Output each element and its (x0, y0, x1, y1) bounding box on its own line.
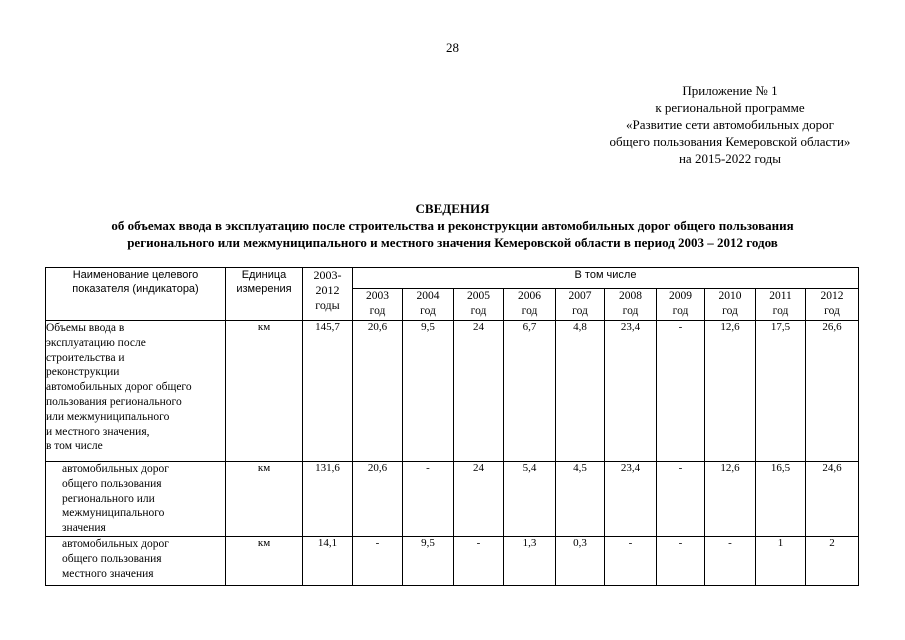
table-body (46, 321, 859, 586)
indicator-name-line: автомобильных дорог (62, 537, 169, 550)
year-value-cell: 17,5 (756, 321, 806, 462)
title-heading: СВЕДЕНИЯ (415, 201, 490, 216)
table-row (46, 462, 859, 537)
year-value-cell: - (403, 462, 454, 537)
year-value-cell: 1,3 (504, 536, 556, 585)
year-value-cell: 12,6 (705, 462, 756, 537)
year-number: 2009 (669, 290, 692, 302)
year-suffix: год (672, 305, 689, 317)
year-value-cell: 24 (454, 462, 504, 537)
year-value-cell: 1 (756, 536, 806, 585)
year-value-cell: - (657, 536, 705, 585)
table-row (46, 321, 859, 462)
indicator-name-line: реконструкции (46, 366, 120, 379)
year-value-cell: - (657, 321, 705, 462)
indicator-name-line: автомобильных дорог общего (46, 381, 192, 394)
year-value-cell: 23,4 (605, 462, 657, 537)
year-number: 2011 (769, 290, 792, 302)
header-year-2003 (353, 289, 403, 321)
year-value-cell: 5,4 (504, 462, 556, 537)
year-value-cell: 4,5 (556, 462, 605, 537)
indicator-name-line: общего пользования (62, 477, 162, 490)
year-value-cell: 26,6 (806, 321, 859, 462)
year-number: 2005 (467, 290, 490, 302)
indicator-name-line: эксплуатацию после (46, 336, 146, 349)
year-number: 2006 (518, 290, 541, 302)
year-value-cell: - (454, 536, 504, 585)
indicator-name-line: строительства и (46, 351, 125, 364)
document-title (0, 200, 905, 251)
year-value-cell: 0,3 (556, 536, 605, 585)
year-suffix: год (470, 305, 487, 317)
year-number: 2007 (568, 290, 592, 302)
year-value-cell: 4,8 (556, 321, 605, 462)
indicator-name-line: и местного значения, (46, 425, 150, 438)
year-suffix: год (824, 305, 840, 317)
indicator-name-line: пользования регионального (46, 395, 182, 408)
table-row (46, 536, 859, 585)
header-total-period: 2003-2012 годы (303, 268, 353, 321)
appendix-line: Приложение № 1 (682, 83, 778, 98)
page-number: 28 (446, 40, 459, 55)
appendix-note (585, 82, 875, 167)
year-value-cell: 20,6 (353, 462, 403, 537)
year-number: 2012 (820, 290, 844, 302)
year-value-cell: 6,7 (504, 321, 556, 462)
total-value-cell: 14,1 (303, 536, 353, 585)
appendix-line: «Развитие сети автомобильных дорог (626, 117, 834, 132)
year-value-cell: 16,5 (756, 462, 806, 537)
year-value-cell: 24 (454, 321, 504, 462)
year-suffix: год (722, 305, 738, 317)
year-suffix: год (572, 305, 588, 317)
year-value-cell: 2 (806, 536, 859, 585)
total-value-cell: 145,7 (303, 321, 353, 462)
header-year-2012 (806, 289, 859, 321)
year-suffix: год (369, 305, 386, 317)
total-value-cell: 131,6 (303, 462, 353, 537)
indicator-name-line: Объемы ввода в (46, 322, 125, 334)
year-value-cell: 20,6 (353, 321, 403, 462)
year-number: 2004 (416, 290, 440, 302)
header-year-2005 (454, 289, 504, 321)
year-suffix: год (622, 305, 639, 317)
year-value-cell: 24,6 (806, 462, 859, 537)
indicator-name-cell (46, 462, 226, 537)
header-year-2011 (756, 289, 806, 321)
header-including: В том числе (353, 268, 859, 289)
header-year-2010 (705, 289, 756, 321)
indicator-name-line: значения (62, 522, 106, 535)
indicator-name-line: в том числе (46, 440, 103, 453)
appendix-line: к региональной программе (655, 100, 805, 115)
year-number: 2010 (718, 290, 742, 302)
title-line: регионального или межмуниципального и местного значения Кемеровской области в период 2003 – 2012 годов (127, 235, 778, 250)
year-suffix: год (521, 305, 538, 317)
data-table (45, 267, 859, 586)
year-value-cell: 12,6 (705, 321, 756, 462)
unit-cell: км (226, 536, 303, 585)
indicator-name-line: общего пользования (62, 552, 162, 565)
year-value-cell: - (605, 536, 657, 585)
indicator-name-line: межмуниципального (62, 507, 165, 520)
year-value-cell: - (353, 536, 403, 585)
year-number: 2003 (366, 290, 389, 302)
header-year-2008 (605, 289, 657, 321)
header-indicator-name: Наименование целевого показателя (индикатора) (46, 268, 226, 321)
indicator-name-cell (46, 536, 226, 585)
header-year-2004 (403, 289, 454, 321)
year-suffix: год (420, 305, 436, 317)
year-value-cell: - (705, 536, 756, 585)
indicator-name-line: автомобильных дорог (62, 463, 169, 475)
header-year-2006 (504, 289, 556, 321)
indicator-name-line: регионального или (62, 492, 155, 505)
year-number: 2008 (619, 290, 642, 302)
header-year-2009 (657, 289, 705, 321)
year-suffix: год (772, 305, 789, 317)
indicator-name-line: или межмуниципального (46, 410, 170, 423)
header-unit: Единица измерения (226, 268, 303, 321)
title-line: об объемах ввода в эксплуатацию после строительства и реконструкции автомобильных дорог общего пользования (111, 218, 794, 233)
year-value-cell: 23,4 (605, 321, 657, 462)
appendix-line: общего пользования Кемеровской области» (609, 134, 851, 149)
indicator-name-line: местного значения (62, 567, 154, 580)
year-value-cell: - (657, 462, 705, 537)
appendix-line: на 2015-2022 годы (678, 151, 782, 166)
unit-cell: км (226, 462, 303, 537)
header-year-2007 (556, 289, 605, 321)
unit-cell: км (226, 321, 303, 462)
year-value-cell: 9,5 (403, 536, 454, 585)
indicator-name-cell (46, 321, 226, 462)
year-value-cell: 9,5 (403, 321, 454, 462)
